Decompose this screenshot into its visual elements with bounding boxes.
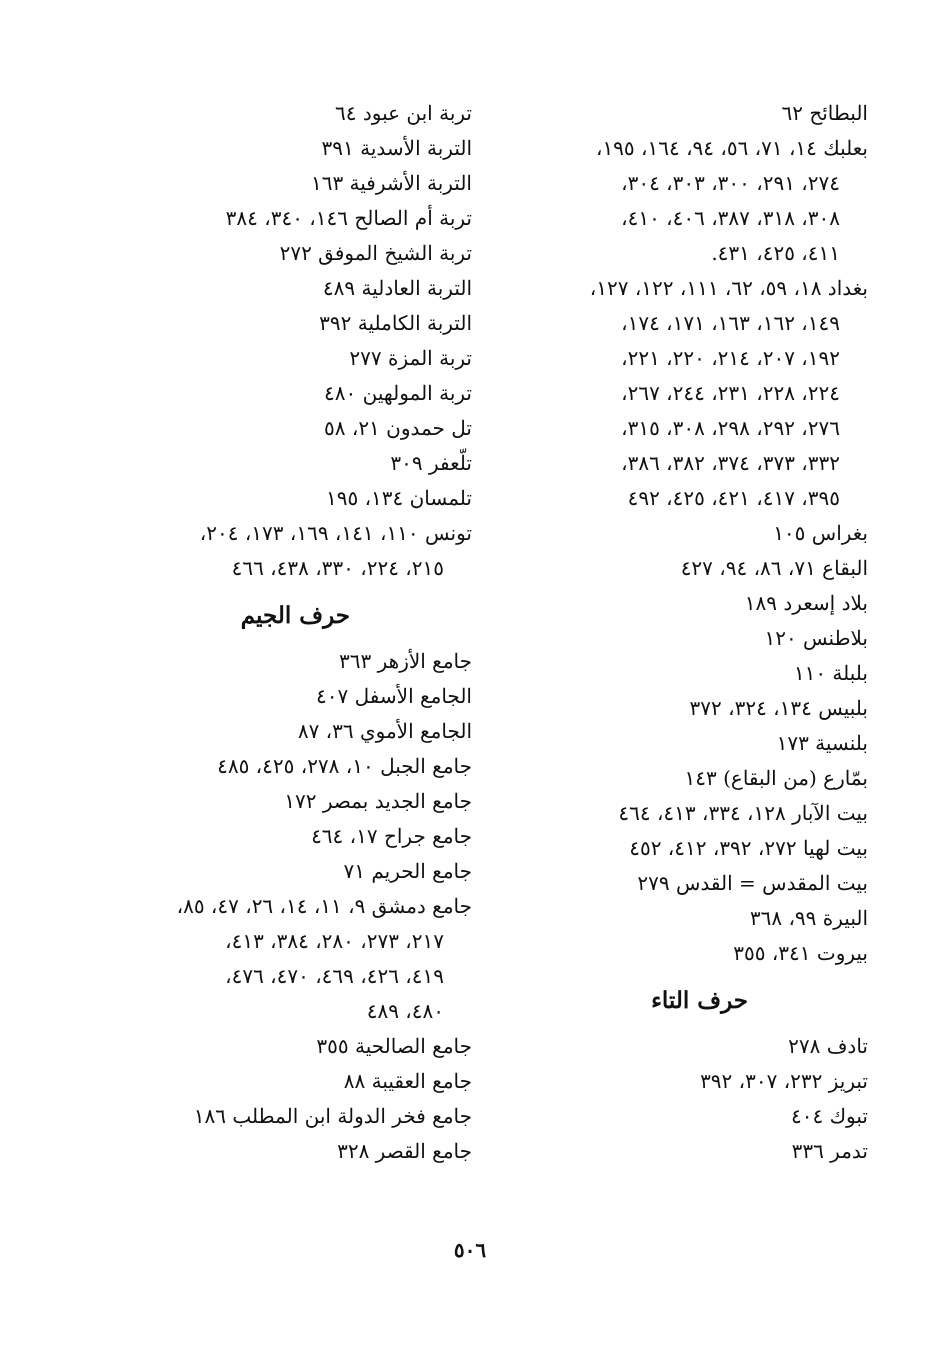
index-entry: جامع الأزهر ٣٦٣ xyxy=(339,649,472,673)
index-entry: تل حمدون ٢١، ٥٨ xyxy=(324,416,472,440)
index-entry: التربة العادلية ٤٨٩ xyxy=(322,276,472,300)
index-entry-continuation: ٣٠٨، ٣١٨، ٣٨٧، ٤٠٦، ٤١٠، xyxy=(621,206,840,230)
index-entry: التربة الأسدية ٣٩١ xyxy=(321,136,472,160)
index-entry: تونس ١١٠، ١٤١، ١٦٩، ١٧٣، ٢٠٤، xyxy=(199,521,472,545)
index-entry: بغراس ١٠٥ xyxy=(773,521,868,545)
index-entry-continuation: ٢١٥، ٢٢٤، ٣٣٠، ٤٣٨، ٤٦٦ xyxy=(231,556,444,580)
index-entry: الجامع الأموي ٣٦، ٨٧ xyxy=(297,719,472,743)
index-entry: تادف ٢٧٨ xyxy=(788,1034,868,1058)
index-entry: تبوك ٤٠٤ xyxy=(790,1104,868,1128)
index-entry: بيت الآبار ١٢٨، ٣٣٤، ٤١٣، ٤٦٤ xyxy=(618,801,868,825)
index-entry: تدمر ٣٣٦ xyxy=(791,1139,868,1163)
index-entry-continuation: ٤١١، ٤٢٥، ٤٣١. xyxy=(711,241,840,265)
index-entry: التربة الأشرفية ١٦٣ xyxy=(310,171,472,195)
index-entry: جامع القصر ٣٢٨ xyxy=(337,1139,472,1163)
index-entry: بيت لهيا ٢٧٢، ٣٩٢، ٤١٢، ٤٥٢ xyxy=(629,836,868,860)
index-entry: بلنسية ١٧٣ xyxy=(776,731,868,755)
index-entry: بمّارع (من البقاع) ١٤٣ xyxy=(684,766,868,790)
index-entry: بلبلة ١١٠ xyxy=(793,661,868,685)
index-entry: بيت المقدس = القدس ٢٧٩ xyxy=(637,871,868,895)
index-entry: بيروت ٣٤١، ٣٥٥ xyxy=(733,941,868,965)
index-entry: جامع الصالحية ٣٥٥ xyxy=(316,1034,472,1058)
index-entry: البطائح ٦٢ xyxy=(781,101,868,125)
index-entry: بغداد ١٨، ٥٩، ٦٢، ١١١، ١٢٢، ١٢٧، xyxy=(589,276,868,300)
index-entry: جامع دمشق ٩، ١١، ١٤، ٢٦، ٤٧، ٨٥، xyxy=(176,894,472,918)
section-heading: حرف الجيم xyxy=(240,602,350,629)
index-entry: تربة المزة ٢٧٧ xyxy=(349,346,472,370)
index-entry: التربة الكاملية ٣٩٢ xyxy=(319,311,472,335)
index-entry-continuation: ١٩٢، ٢٠٧، ٢١٤، ٢٢٠، ٢٢١، xyxy=(621,346,840,370)
index-entry-continuation: ٤٨٠، ٤٨٩ xyxy=(366,999,444,1023)
index-entry: جامع العقيبة ٨٨ xyxy=(343,1069,472,1093)
index-entry: بلاد إسعرد ١٨٩ xyxy=(744,591,868,615)
index-entry-continuation: ٢٢٤، ٢٢٨، ٢٣١، ٢٤٤، ٢٦٧، xyxy=(621,381,840,405)
index-entry: تربة ابن عبود ٦٤ xyxy=(334,101,472,125)
index-entry-continuation: ١٤٩، ١٦٢، ١٦٣، ١٧١، ١٧٤، xyxy=(621,311,840,335)
index-entry: جامع فخر الدولة ابن المطلب ١٨٦ xyxy=(193,1104,472,1128)
index-entry: بعلبك ١٤، ٧١، ٥٦، ٩٤، ١٦٤، ١٩٥، xyxy=(595,136,868,160)
index-entry: جامع الجبل ١٠، ٢٧٨، ٤٢٥، ٤٨٥ xyxy=(217,754,472,778)
index-entry: البقاع ٧١، ٨٦، ٩٤، ٤٢٧ xyxy=(680,556,868,580)
index-entry: جامع جراح ١٧، ٤٦٤ xyxy=(311,824,472,848)
index-entry-continuation: ٤١٩، ٤٢٦، ٤٦٩، ٤٧٠، ٤٧٦، xyxy=(225,964,444,988)
index-column-right xyxy=(500,96,868,1169)
index-entry-continuation: ٣٩٥، ٤١٧، ٤٢١، ٤٢٥، ٤٩٢ xyxy=(627,486,840,510)
index-entry: البيرة ٩٩، ٣٦٨ xyxy=(749,906,868,930)
index-column-left xyxy=(108,96,472,1169)
index-entry: الجامع الأسفل ٤٠٧ xyxy=(316,684,472,708)
index-entry-continuation: ٢٧٤، ٢٩١، ٣٠٠، ٣٠٣، ٣٠٤، xyxy=(621,171,840,195)
section-heading: حرف التاء xyxy=(651,987,748,1014)
index-entry: تبريز ٢٣٢، ٣٠٧، ٣٩٢ xyxy=(700,1069,868,1093)
page-number: ٥٠٦ xyxy=(453,1238,487,1262)
index-entry: جامع الحريم ٧١ xyxy=(343,859,472,883)
index-entry: تربة الشيخ الموفق ٢٧٢ xyxy=(279,241,472,265)
index-entry: تربة أم الصالح ١٤٦، ٣٤٠، ٣٨٤ xyxy=(225,206,472,230)
index-entry: تلمسان ١٣٤، ١٩٥ xyxy=(325,486,472,510)
index-entry: بلاطنس ١٢٠ xyxy=(764,626,868,650)
index-entry: تربة المولهين ٤٨٠ xyxy=(324,381,472,405)
index-entry: بلبيس ١٣٤، ٣٢٤، ٣٧٢ xyxy=(689,696,868,720)
index-entry-continuation: ٢٧٦، ٢٩٢، ٢٩٨، ٣٠٨، ٣١٥، xyxy=(621,416,840,440)
index-entry-continuation: ٣٣٢، ٣٧٣، ٣٧٤، ٣٨٢، ٣٨٦، xyxy=(621,451,840,475)
index-entry: تلّعفر ٣٠٩ xyxy=(390,451,472,475)
index-entry-continuation: ٢١٧، ٢٧٣، ٢٨٠، ٣٨٤، ٤١٣، xyxy=(225,929,444,953)
index-entry: جامع الجديد بمصر ١٧٢ xyxy=(284,789,472,813)
